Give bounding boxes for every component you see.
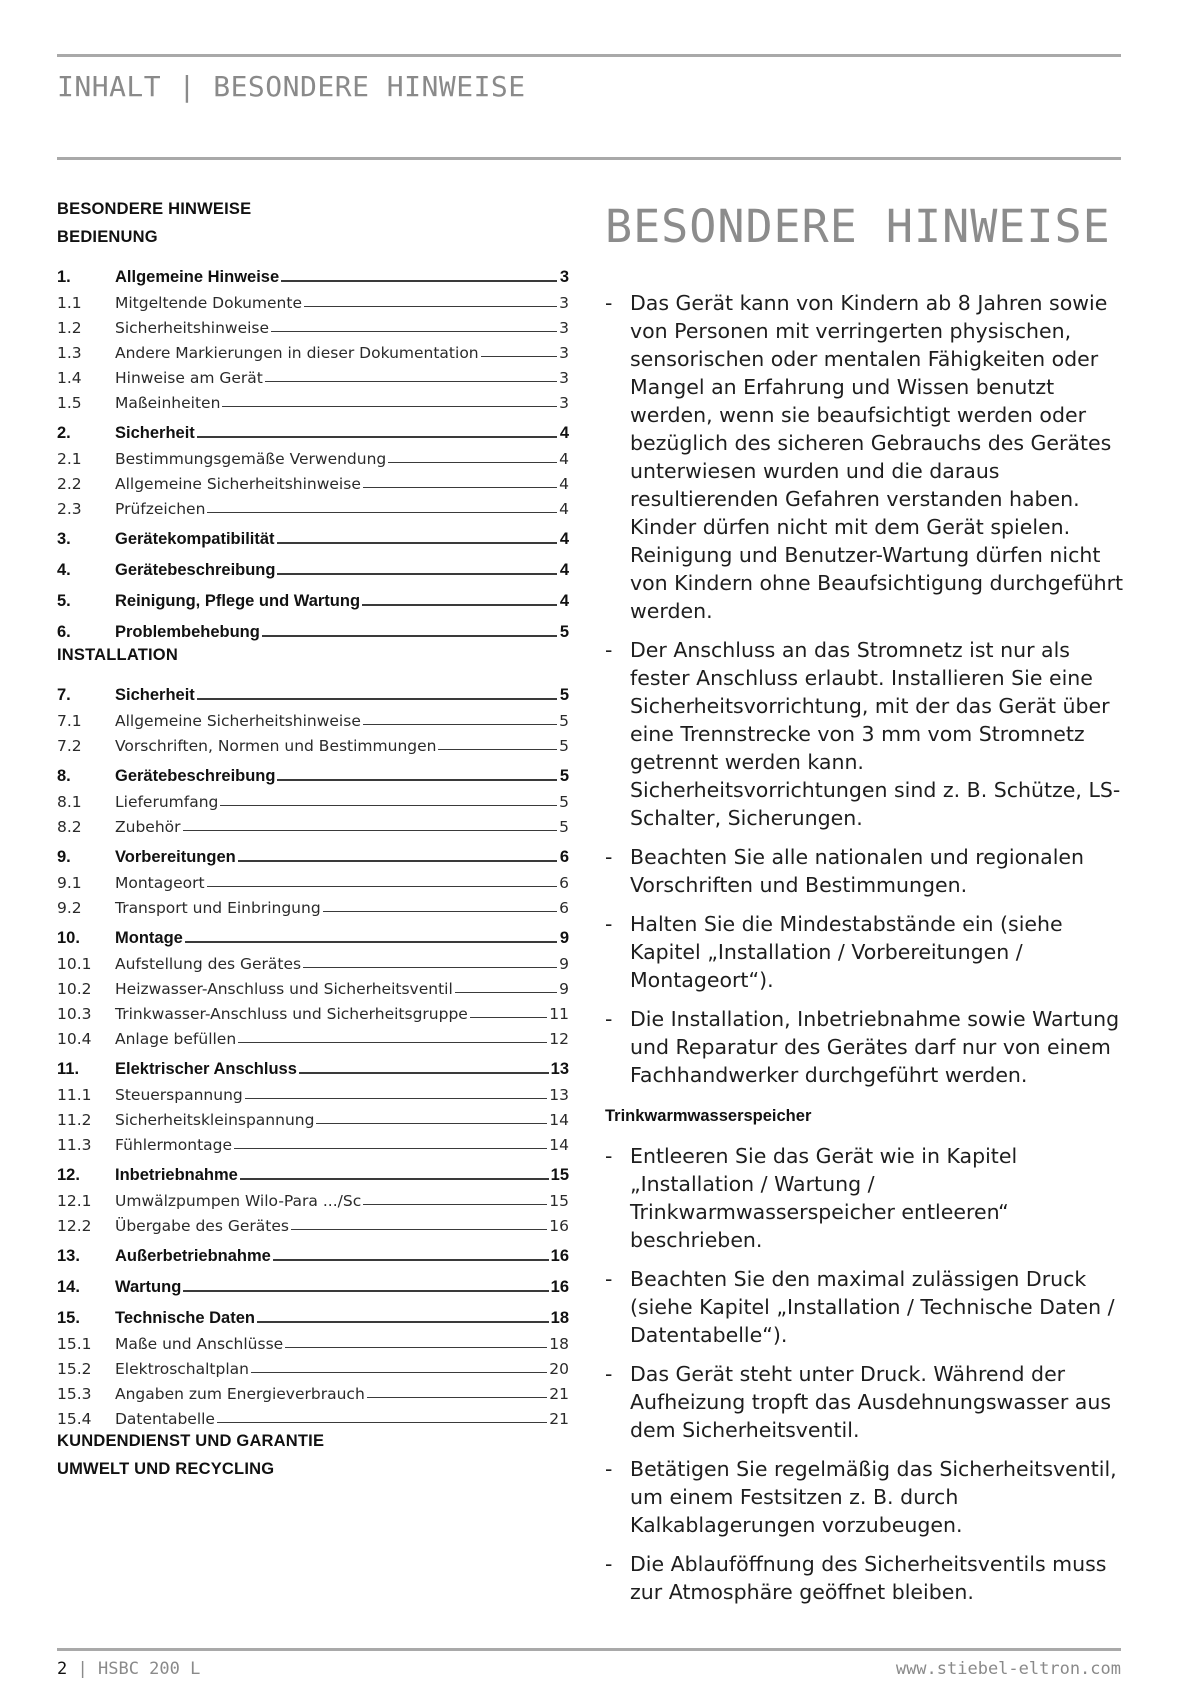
toc-subsection-entry bbox=[57, 1210, 569, 1235]
toc-chapter-entry bbox=[57, 412, 569, 443]
note-list-item bbox=[605, 636, 1125, 832]
toc-entry-page: 20 bbox=[549, 1360, 569, 1378]
toc-entry-number: 15.4 bbox=[57, 1410, 92, 1428]
toc-chapter-entry bbox=[57, 755, 569, 786]
toc-entry-title: Maße und Anschlüsse bbox=[115, 1335, 284, 1353]
toc-entry-number: 15. bbox=[57, 1309, 80, 1327]
toc-entry-page: 14 bbox=[549, 1136, 569, 1154]
bullet-dash: - bbox=[605, 291, 613, 315]
bullet-dash: - bbox=[605, 1144, 613, 1168]
toc-leader-line bbox=[363, 487, 557, 488]
note-text: Die Ablauföffnung des Sicherheitsventils muss zur Atmosphäre geöffnet bleiben. bbox=[630, 1552, 1107, 1604]
toc-entry-number: 2.3 bbox=[57, 500, 82, 518]
note-list-item bbox=[605, 1265, 1125, 1349]
toc-subsection-entry bbox=[57, 312, 569, 337]
toc-subsection-entry bbox=[57, 786, 569, 811]
toc-entry-page: 11 bbox=[549, 1005, 569, 1023]
toc-entry-number: 15.3 bbox=[57, 1385, 92, 1403]
toc-entry-number: 12.2 bbox=[57, 1217, 92, 1235]
toc-entry-number: 11.1 bbox=[57, 1086, 92, 1104]
toc-entry-title: Vorschriften, Normen und Bestimmungen bbox=[115, 737, 437, 755]
toc-entry-page: 5 bbox=[559, 793, 569, 811]
toc-entry-title: Heizwasser-Anschluss und Sicherheitsventil bbox=[115, 980, 453, 998]
toc-subsection-entry bbox=[57, 1079, 569, 1104]
toc-entry-number: 7. bbox=[57, 686, 71, 704]
note-list-item bbox=[605, 1360, 1125, 1444]
toc-entry-title: Umwälzpumpen Wilo-Para .../Sc bbox=[115, 1192, 362, 1210]
toc-leader-line bbox=[265, 381, 557, 382]
bullet-dash: - bbox=[605, 1552, 613, 1576]
toc-entry-page: 18 bbox=[550, 1309, 569, 1327]
toc-chapter-entry bbox=[57, 674, 569, 705]
toc-leader-line bbox=[245, 1098, 548, 1099]
bullet-dash: - bbox=[605, 1457, 613, 1481]
toc-entry-page: 4 bbox=[559, 592, 569, 610]
toc-leader-line bbox=[363, 1204, 547, 1205]
toc-subsection-entry bbox=[57, 362, 569, 387]
toc-leader-line bbox=[291, 1229, 547, 1230]
toc-subsection-entry bbox=[57, 867, 569, 892]
toc-entry-title: Sicherheitskleinspannung bbox=[115, 1111, 315, 1129]
toc-entry-number: 11.2 bbox=[57, 1111, 92, 1129]
toc-leader-line bbox=[197, 436, 557, 438]
note-text: Halten Sie die Mindestabstände ein (siehe Kapitel „Installation / Vorbereitungen / Montageort“). bbox=[630, 912, 1063, 992]
toc-leader-line bbox=[217, 1422, 547, 1423]
toc-entry-number: 8.1 bbox=[57, 793, 82, 811]
toc-subsection-entry bbox=[57, 1328, 569, 1353]
note-list-item bbox=[605, 1005, 1125, 1089]
toc-entry-number: 8. bbox=[57, 767, 71, 785]
toc-entry-title: Sicherheit bbox=[115, 686, 195, 704]
toc-entry-number: 1. bbox=[57, 268, 71, 286]
toc-subsection-entry bbox=[57, 1353, 569, 1378]
toc-entry-page: 6 bbox=[559, 848, 569, 866]
toc-leader-line bbox=[238, 1042, 547, 1043]
toc-leader-line bbox=[271, 331, 557, 332]
toc-leader-line bbox=[207, 886, 557, 887]
toc-entry-page: 5 bbox=[559, 818, 569, 836]
toc-entry-title: Außerbetriebnahme bbox=[115, 1247, 271, 1265]
toc-leader-line bbox=[262, 635, 557, 637]
toc-entry-number: 1.3 bbox=[57, 344, 82, 362]
toc-subsection-entry bbox=[57, 705, 569, 730]
toc-entry-page: 5 bbox=[559, 686, 569, 704]
toc-leader-line bbox=[363, 724, 557, 725]
toc-entry-title: Gerätekompatibilität bbox=[115, 530, 275, 548]
toc-leader-line bbox=[455, 992, 557, 993]
toc-leader-line bbox=[438, 749, 557, 750]
toc-entry-number: 9. bbox=[57, 848, 71, 866]
toc-chapter-entry bbox=[57, 549, 569, 580]
toc-chapter-entry bbox=[57, 1266, 569, 1297]
toc-entry-title: Anlage befüllen bbox=[115, 1030, 237, 1048]
toc-entry-page: 4 bbox=[559, 500, 569, 518]
toc-entry-number: 7.2 bbox=[57, 737, 82, 755]
toc-subsection-entry bbox=[57, 443, 569, 468]
toc-entry-number: 1.4 bbox=[57, 369, 82, 387]
toc-subsection-entry bbox=[57, 730, 569, 755]
toc-entry-title: Maßeinheiten bbox=[115, 394, 221, 412]
toc-subsection-entry bbox=[57, 1378, 569, 1403]
toc-leader-line bbox=[470, 1017, 547, 1018]
toc-subsection-entry bbox=[57, 287, 569, 312]
toc-leader-line bbox=[238, 860, 557, 862]
footer-website: www.stiebel-eltron.com bbox=[895, 1659, 1121, 1679]
toc-entry-title: Datentabelle bbox=[115, 1410, 215, 1428]
toc-entry-page: 4 bbox=[559, 561, 569, 579]
footer-separator: | bbox=[77, 1659, 88, 1679]
toc-entry-title: Hinweise am Gerät bbox=[115, 369, 263, 387]
toc-entry-title: Wartung bbox=[115, 1278, 182, 1296]
toc-entry-page: 21 bbox=[549, 1410, 569, 1428]
toc-leader-line bbox=[257, 1321, 549, 1323]
note-text: Entleeren Sie das Gerät wie in Kapitel „Installation / Wartung / Trinkwarmwasserspeicher entleeren“ beschrieben. bbox=[630, 1144, 1018, 1252]
toc-entry-number: 6. bbox=[57, 623, 71, 641]
toc-entry-page: 5 bbox=[559, 737, 569, 755]
toc-entry-title: Montageort bbox=[115, 874, 205, 892]
note-list-item bbox=[605, 1455, 1125, 1539]
toc-entry-page: 15 bbox=[550, 1166, 569, 1184]
toc-entry-title: Transport und Einbringung bbox=[115, 899, 321, 917]
bullet-dash: - bbox=[605, 1007, 613, 1031]
toc-subsection-entry bbox=[57, 998, 569, 1023]
toc-entry-page: 16 bbox=[549, 1217, 569, 1235]
toc-leader-line bbox=[251, 1372, 547, 1373]
toc-chapter-entry bbox=[57, 1154, 569, 1185]
toc-leader-line bbox=[222, 406, 557, 407]
note-text: Beachten Sie den maximal zulässigen Druck (siehe Kapitel „Installation / Technische Daten / Datentabelle“). bbox=[630, 1267, 1115, 1347]
note-text: Die Installation, Inbetriebnahme sowie Wartung und Reparatur des Gerätes darf nur von einem Fachhandwerker durchgeführt werden. bbox=[630, 1007, 1120, 1087]
toc-entry-title: Elektrischer Anschluss bbox=[115, 1060, 297, 1078]
toc-entry-title: Elektroschaltplan bbox=[115, 1360, 249, 1378]
toc-entry-page: 5 bbox=[559, 623, 569, 641]
toc-section-heading: BESONDERE HINWEISE bbox=[57, 200, 252, 218]
toc-entry-page: 13 bbox=[549, 1086, 569, 1104]
toc-entry-title: Allgemeine Sicherheitshinweise bbox=[115, 475, 361, 493]
toc-subsection-entry bbox=[57, 1403, 569, 1428]
toc-entry-title: Sicherheit bbox=[115, 424, 195, 442]
toc-entry-page: 9 bbox=[559, 955, 569, 973]
footer-rule bbox=[57, 1648, 1121, 1651]
bullet-dash: - bbox=[605, 1362, 613, 1386]
toc-leader-line bbox=[197, 698, 557, 700]
toc-entry-title: Zubehör bbox=[115, 818, 181, 836]
general-notes-list bbox=[605, 289, 1125, 1089]
page-header-title: INHALT | BESONDERE HINWEISE bbox=[57, 70, 526, 103]
toc-entry-title: Gerätebeschreibung bbox=[115, 561, 276, 579]
toc-entry-page: 4 bbox=[559, 424, 569, 442]
toc-section-heading: UMWELT UND RECYCLING bbox=[57, 1460, 275, 1478]
toc-entry-title: Prüfzeichen bbox=[115, 500, 206, 518]
note-text: Das Gerät kann von Kindern ab 8 Jahren sowie von Personen mit verringerten physischen, sensorischen oder mentalen Fähigkeiten oder Mangel an Erfahrung und Wissen benutzt werden, wenn sie beaufsichtigt werden oder bezüglich des sicheren Gebrauchs des Gerätes unterwiesen wurden und die daraus resultierenden Gefahren verstanden haben. Kinder dürfen nicht mit dem Gerät spielen. Reinigung und Benutzer-Wartung dürfen nicht von Kindern ohne Beaufsichtigung durchgeführt werden. bbox=[630, 291, 1124, 623]
toc-entry-page: 3 bbox=[559, 394, 569, 412]
note-text: Beachten Sie alle nationalen und regionalen Vorschriften und Bestimmungen. bbox=[630, 845, 1084, 897]
toc-entry-number: 7.1 bbox=[57, 712, 82, 730]
toc-entry-title: Fühlermontage bbox=[115, 1136, 233, 1154]
toc-entry-number: 13. bbox=[57, 1247, 80, 1265]
note-list-item bbox=[605, 910, 1125, 994]
footer-page-number: 2 bbox=[57, 1659, 68, 1679]
toc-subsection-entry bbox=[57, 1129, 569, 1154]
toc-leader-line bbox=[303, 967, 557, 968]
toc-subsection-entry bbox=[57, 1185, 569, 1210]
toc-section-heading: INSTALLATION bbox=[57, 646, 178, 664]
toc-entry-title: Technische Daten bbox=[115, 1309, 255, 1327]
toc-leader-line bbox=[183, 1290, 548, 1292]
toc-entry-title: Vorbereitungen bbox=[115, 848, 236, 866]
toc-leader-line bbox=[316, 1123, 547, 1124]
toc-entry-number: 3. bbox=[57, 530, 71, 548]
toc-chapter-entry bbox=[57, 580, 569, 611]
toc-leader-line bbox=[281, 280, 557, 282]
toc-entry-page: 18 bbox=[549, 1335, 569, 1353]
toc-chapter-entry bbox=[57, 917, 569, 948]
toc-chapter-entry bbox=[57, 256, 569, 287]
note-text: Der Anschluss an das Stromnetz ist nur als fester Anschluss erlaubt. Installieren Sie eine Sicherheitsvorrichtung, mit der das Gerät über eine Trennstrecke von 3 mm vom Stromnetz getrennt werden kann. Sicherheitsvorrichtungen sind z. B. Schütze, LS-Schalter, Sicherungen. bbox=[630, 638, 1121, 830]
toc-entry-title: Problembehebung bbox=[115, 623, 260, 641]
toc-leader-line bbox=[362, 604, 557, 606]
toc-chapter-entry bbox=[57, 1048, 569, 1079]
toc-entry-page: 21 bbox=[549, 1385, 569, 1403]
bullet-dash: - bbox=[605, 1267, 613, 1291]
toc-entry-number: 9.2 bbox=[57, 899, 82, 917]
toc-subsection-entry bbox=[57, 892, 569, 917]
toc-entry-page: 3 bbox=[559, 268, 569, 286]
toc-entry-number: 2.2 bbox=[57, 475, 82, 493]
note-list-item bbox=[605, 289, 1125, 625]
section-heading: BESONDERE HINWEISE bbox=[605, 200, 1111, 253]
toc-leader-line bbox=[367, 1397, 547, 1398]
toc-entry-number: 12.1 bbox=[57, 1192, 92, 1210]
toc-leader-line bbox=[277, 779, 557, 781]
toc-chapter-entry bbox=[57, 611, 569, 642]
toc-leader-line bbox=[185, 941, 557, 943]
toc-entry-number: 10.3 bbox=[57, 1005, 92, 1023]
note-list-item bbox=[605, 1142, 1125, 1254]
toc-entry-page: 13 bbox=[550, 1060, 569, 1078]
toc-entry-page: 4 bbox=[559, 530, 569, 548]
toc-entry-page: 3 bbox=[559, 344, 569, 362]
toc-entry-title: Steuerspannung bbox=[115, 1086, 243, 1104]
toc-entry-page: 16 bbox=[550, 1247, 569, 1265]
toc-entry-number: 8.2 bbox=[57, 818, 82, 836]
bullet-dash: - bbox=[605, 638, 613, 662]
toc-subsection-entry bbox=[57, 337, 569, 362]
toc-leader-line bbox=[207, 512, 557, 513]
toc-section-heading: BEDIENUNG bbox=[57, 228, 158, 246]
toc-entry-page: 4 bbox=[559, 450, 569, 468]
toc-entry-number: 9.1 bbox=[57, 874, 82, 892]
toc-leader-line bbox=[277, 573, 557, 575]
note-text: Betätigen Sie regelmäßig das Sicherheitsventil, um einem Festsitzen z. B. durch Kalkablagerungen vorzubeugen. bbox=[630, 1457, 1117, 1537]
toc-entry-number: 10.4 bbox=[57, 1030, 92, 1048]
toc-leader-line bbox=[388, 462, 557, 463]
toc-entry-number: 11.3 bbox=[57, 1136, 92, 1154]
toc-entry-title: Andere Markierungen in dieser Dokumentation bbox=[115, 344, 479, 362]
toc-entry-title: Reinigung, Pflege und Wartung bbox=[115, 592, 361, 610]
toc-leader-line bbox=[304, 306, 557, 307]
toc-entry-number: 10.2 bbox=[57, 980, 92, 998]
toc-subsection-entry bbox=[57, 973, 569, 998]
toc-entry-page: 4 bbox=[559, 475, 569, 493]
toc-leader-line bbox=[277, 542, 557, 544]
toc-entry-title: Trinkwasser-Anschluss und Sicherheitsgruppe bbox=[115, 1005, 468, 1023]
toc-subsection-entry bbox=[57, 1023, 569, 1048]
toc-section-heading: KUNDENDIENST UND GARANTIE bbox=[57, 1432, 325, 1450]
toc-leader-line bbox=[240, 1178, 549, 1180]
toc-entry-title: Montage bbox=[115, 929, 183, 947]
toc-entry-page: 15 bbox=[549, 1192, 569, 1210]
toc-entry-title: Lieferumfang bbox=[115, 793, 219, 811]
header-bottom-rule bbox=[57, 157, 1121, 160]
bullet-dash: - bbox=[605, 912, 613, 936]
toc-entry-title: Allgemeine Sicherheitshinweise bbox=[115, 712, 361, 730]
toc-entry-number: 2. bbox=[57, 424, 71, 442]
toc-entry-number: 15.1 bbox=[57, 1335, 92, 1353]
toc-entry-page: 16 bbox=[550, 1278, 569, 1296]
toc-entry-page: 3 bbox=[559, 319, 569, 337]
toc-entry-page: 6 bbox=[559, 874, 569, 892]
toc-entry-page: 14 bbox=[549, 1111, 569, 1129]
toc-entry-number: 1.1 bbox=[57, 294, 82, 312]
toc-entry-page: 12 bbox=[549, 1030, 569, 1048]
footer-model: HSBC 200 L bbox=[98, 1659, 201, 1679]
toc-entry-number: 2.1 bbox=[57, 450, 82, 468]
toc-leader-line bbox=[299, 1072, 549, 1074]
toc-subsection-entry bbox=[57, 468, 569, 493]
storage-notes-list bbox=[605, 1142, 1125, 1606]
toc-entry-page: 3 bbox=[559, 294, 569, 312]
toc-entry-title: Bestimmungsgemäße Verwendung bbox=[115, 450, 387, 468]
toc-entry-page: 6 bbox=[559, 899, 569, 917]
toc-subsection-entry bbox=[57, 948, 569, 973]
toc-entry-title: Sicherheitshinweise bbox=[115, 319, 270, 337]
toc-subsection-entry bbox=[57, 1104, 569, 1129]
toc-entry-number: 4. bbox=[57, 561, 71, 579]
toc-entry-title: Inbetriebnahme bbox=[115, 1166, 238, 1184]
footer-page-info bbox=[57, 1659, 200, 1679]
toc-entry-title: Allgemeine Hinweise bbox=[115, 268, 280, 286]
table-of-contents bbox=[57, 200, 569, 1488]
toc-subsection-entry bbox=[57, 493, 569, 518]
toc-entry-number: 1.2 bbox=[57, 319, 82, 337]
toc-leader-line bbox=[481, 356, 557, 357]
toc-leader-line bbox=[234, 1148, 547, 1149]
toc-entry-number: 15.2 bbox=[57, 1360, 92, 1378]
toc-leader-line bbox=[323, 911, 557, 912]
toc-entry-number: 14. bbox=[57, 1278, 80, 1296]
storage-subheading: Trinkwarmwasserspeicher bbox=[605, 1107, 812, 1125]
bullet-dash: - bbox=[605, 845, 613, 869]
note-list-item bbox=[605, 1550, 1125, 1606]
toc-leader-line bbox=[273, 1259, 549, 1261]
note-text: Das Gerät steht unter Druck. Während der Aufheizung tropft das Ausdehnungswasser aus dem Sicherheitsventil. bbox=[630, 1362, 1112, 1442]
toc-entry-number: 11. bbox=[57, 1060, 80, 1078]
toc-entry-title: Gerätebeschreibung bbox=[115, 767, 276, 785]
toc-entry-title: Übergabe des Gerätes bbox=[115, 1217, 289, 1235]
note-list-item bbox=[605, 843, 1125, 899]
toc-entry-title: Mitgeltende Dokumente bbox=[115, 294, 302, 312]
toc-entry-number: 1.5 bbox=[57, 394, 82, 412]
toc-entry-number: 10.1 bbox=[57, 955, 92, 973]
toc-entry-page: 9 bbox=[559, 980, 569, 998]
toc-entry-number: 10. bbox=[57, 929, 80, 947]
special-notes-section bbox=[605, 200, 1125, 1617]
toc-entry-number: 12. bbox=[57, 1166, 80, 1184]
header-top-rule bbox=[57, 54, 1121, 57]
toc-leader-line bbox=[183, 830, 558, 831]
toc-entry-page: 9 bbox=[559, 929, 569, 947]
toc-entry-number: 5. bbox=[57, 592, 71, 610]
toc-subsection-entry bbox=[57, 811, 569, 836]
toc-chapter-entry bbox=[57, 518, 569, 549]
toc-chapter-entry bbox=[57, 1297, 569, 1328]
toc-entry-title: Angaben zum Energieverbrauch bbox=[115, 1385, 365, 1403]
toc-entry-page: 3 bbox=[559, 369, 569, 387]
toc-entry-title: Aufstellung des Gerätes bbox=[115, 955, 302, 973]
toc-entry-page: 5 bbox=[559, 712, 569, 730]
toc-subsection-entry bbox=[57, 387, 569, 412]
toc-leader-line bbox=[285, 1347, 547, 1348]
toc-entry-page: 5 bbox=[559, 767, 569, 785]
toc-chapter-entry bbox=[57, 836, 569, 867]
toc-chapter-entry bbox=[57, 1235, 569, 1266]
toc-leader-line bbox=[220, 805, 557, 806]
